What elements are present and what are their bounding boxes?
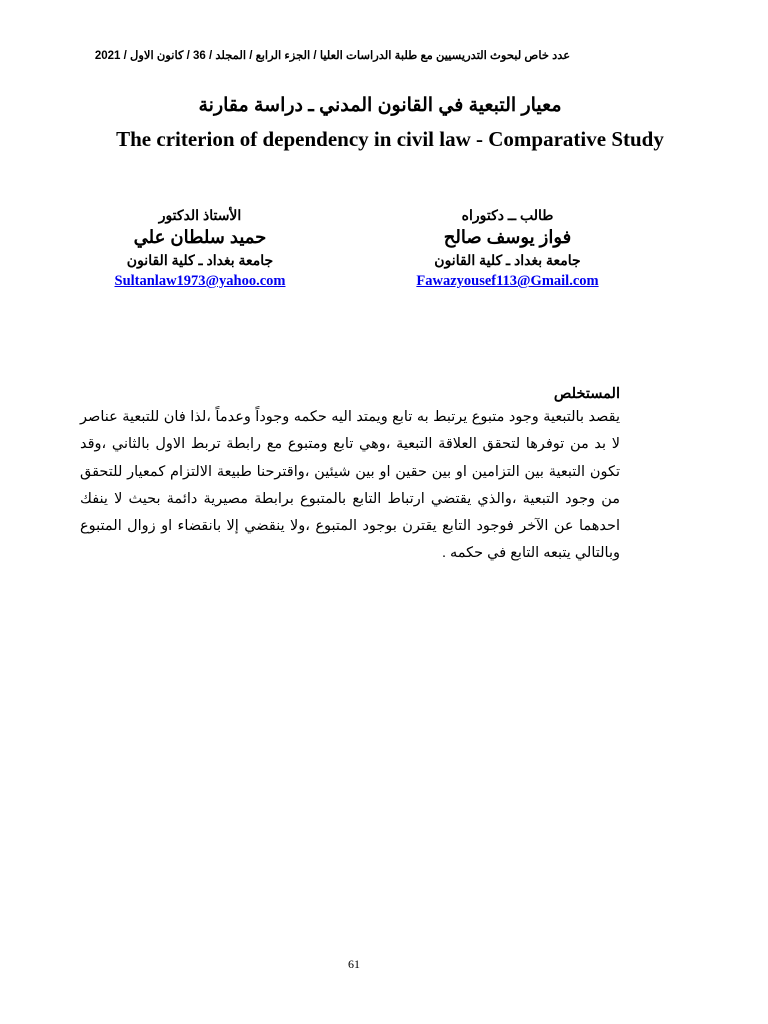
page-number: 61 xyxy=(348,957,360,971)
title-english: The criterion of dependency in civil law - Comparative Study xyxy=(116,127,664,151)
author-block-student xyxy=(385,205,630,291)
author-name: فواز يوسف صالح xyxy=(443,227,572,247)
author-block-professor xyxy=(90,205,310,291)
author-email-link[interactable]: Sultanlaw1973@yahoo.com xyxy=(114,273,286,289)
author-role: الأستاذ الدكتور xyxy=(158,207,242,223)
author-affiliation: جامعة بغداد ـ كلية القانون xyxy=(126,252,274,268)
author-affiliation: جامعة بغداد ـ كلية القانون xyxy=(434,252,581,268)
abstract-heading: المستخلص xyxy=(553,386,620,402)
author-name: حميد سلطان علي xyxy=(133,227,267,247)
author-email-link[interactable]: Fawazyousef113@Gmail.com xyxy=(416,273,599,289)
running-head: عدد خاص لبحوث التدريسيين مع طلبة الدراسات العليا / الجزء الرابع / المجلد / 36 / كانون الاول / 2021 xyxy=(94,50,571,62)
title-arabic: معيار التبعية في القانون المدني ـ دراسة مقارنة xyxy=(198,95,562,116)
author-role: طالب ــ دكتوراه xyxy=(461,207,554,223)
abstract-body: يقصد بالتبعية وجود متبوع يرتبط به تابع ويمتد اليه حكمه وجوداً وعدماً ،لذا فان للتبعية عناصر لا بد من توفرها لتحقق العلاقة التبعية ،وهي تابع ومتبوع مع رابطة تربط الاول بالثاني ،وقد تكون التبعية بين التزامين او بين حقين او بين شيئين ،واقترحنا طبيعة الالتزام كمعيار للتحقق من وجود التبعية ،والذي يقتضي ارتباط التابع بالمتبوع برابطة مصيرية دائمة بحيث لا ينفك احدهما عن الآخر فوجود التابع يقترن بوجود المتبوع ،ولا ينقضي إلا بانقضاء او زوال المتبوع وبالتالي يتبعه التابع في حكمه . xyxy=(80,409,620,562)
